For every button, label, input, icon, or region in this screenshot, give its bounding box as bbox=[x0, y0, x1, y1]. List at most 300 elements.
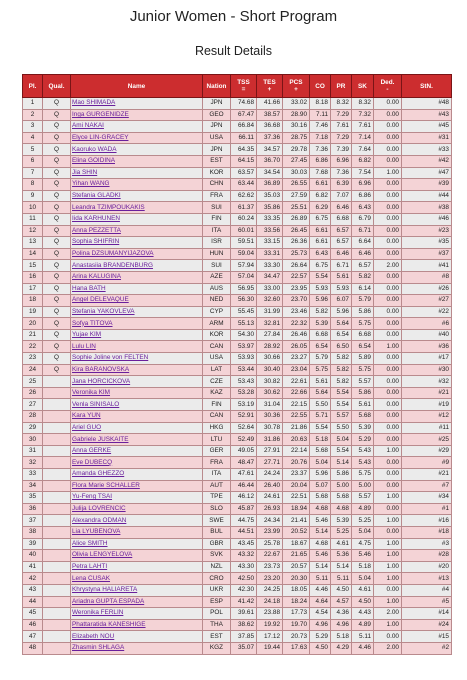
cell-pr: 7.29 bbox=[331, 109, 352, 121]
cell-stn: #46 bbox=[402, 213, 452, 225]
cell-nation: SUI bbox=[203, 260, 231, 272]
cell-nation: KOR bbox=[203, 167, 231, 179]
table-row bbox=[23, 179, 452, 191]
cell-pr: 5.14 bbox=[331, 457, 352, 469]
cell-tss: 63.44 bbox=[231, 179, 257, 191]
cell-pl: 2 bbox=[23, 109, 43, 121]
cell-co: 5.93 bbox=[310, 283, 331, 295]
cell-nation: LTU bbox=[203, 434, 231, 446]
skater-name-link[interactable]: Stefania YAKOVLEVA bbox=[71, 306, 203, 318]
cell-nation: JPN bbox=[203, 121, 231, 133]
skater-name-link[interactable]: Jia SHIN bbox=[71, 167, 203, 179]
skater-name-link[interactable]: Stefania GLADKI bbox=[71, 190, 203, 202]
cell-tes: 36.89 bbox=[257, 179, 283, 191]
skater-name-link[interactable]: Olivia LENGYELOVA bbox=[71, 550, 203, 562]
skater-name-link[interactable]: Lulu LIN bbox=[71, 341, 203, 353]
cell-tss: 53.97 bbox=[231, 341, 257, 353]
cell-pl: 6 bbox=[23, 155, 43, 167]
cell-ded: 0.00 bbox=[374, 225, 402, 237]
cell-stn: #15 bbox=[402, 631, 452, 643]
cell-tss: 56.95 bbox=[231, 283, 257, 295]
cell-qual: Q bbox=[43, 237, 71, 249]
skater-name-link[interactable]: Ariel GUO bbox=[71, 422, 203, 434]
skater-name-link[interactable]: Yujae KIM bbox=[71, 329, 203, 341]
cell-nation: FIN bbox=[203, 399, 231, 411]
cell-pcs: 23.46 bbox=[283, 306, 310, 318]
cell-pr: 6.71 bbox=[331, 260, 352, 272]
cell-nation: CHN bbox=[203, 179, 231, 191]
cell-nation: KOR bbox=[203, 329, 231, 341]
skater-name-link[interactable]: Mao SHIMADA bbox=[71, 98, 203, 110]
table-row bbox=[23, 561, 452, 573]
cell-pcs: 26.64 bbox=[283, 260, 310, 272]
cell-pr: 6.39 bbox=[331, 179, 352, 191]
cell-sk: 4.89 bbox=[352, 503, 374, 515]
cell-sk: 5.79 bbox=[352, 295, 374, 307]
cell-ded: 0.00 bbox=[374, 469, 402, 481]
cell-qual: Q bbox=[43, 190, 71, 202]
cell-co: 4.46 bbox=[310, 584, 331, 596]
skater-name-link[interactable]: Lia LYUBENOVA bbox=[71, 526, 203, 538]
table-row bbox=[23, 109, 452, 121]
cell-pr: 5.86 bbox=[331, 469, 352, 481]
cell-pr: 6.57 bbox=[331, 237, 352, 249]
skater-name-link[interactable]: Anastasiia BRANDENBURG bbox=[71, 260, 203, 272]
cell-pcs: 28.90 bbox=[283, 109, 310, 121]
table-row bbox=[23, 631, 452, 643]
cell-tss: 54.30 bbox=[231, 329, 257, 341]
cell-sk: 6.43 bbox=[352, 202, 374, 214]
cell-pcs: 18.67 bbox=[283, 538, 310, 550]
cell-sk: 5.61 bbox=[352, 399, 374, 411]
cell-qual: Q bbox=[43, 260, 71, 272]
cell-tes: 32.81 bbox=[257, 318, 283, 330]
cell-qual bbox=[43, 387, 71, 399]
cell-pcs: 20.76 bbox=[283, 457, 310, 469]
cell-tes: 35.03 bbox=[257, 190, 283, 202]
cell-co: 4.96 bbox=[310, 619, 331, 631]
table-row bbox=[23, 469, 452, 481]
skater-name-link[interactable]: Alexandra ODMAN bbox=[71, 515, 203, 527]
cell-tes: 30.62 bbox=[257, 387, 283, 399]
cell-qual: Q bbox=[43, 144, 71, 156]
cell-qual: Q bbox=[43, 202, 71, 214]
cell-pr: 4.36 bbox=[331, 608, 352, 620]
cell-stn: #22 bbox=[402, 306, 452, 318]
cell-stn: #5 bbox=[402, 596, 452, 608]
cell-nation: ITA bbox=[203, 225, 231, 237]
cell-sk: 5.04 bbox=[352, 573, 374, 585]
cell-pr: 7.61 bbox=[331, 121, 352, 133]
cell-co: 5.71 bbox=[310, 411, 331, 423]
cell-ded: 0.00 bbox=[374, 132, 402, 144]
cell-tss: 46.44 bbox=[231, 480, 257, 492]
cell-pl: 29 bbox=[23, 422, 43, 434]
cell-pcs: 20.57 bbox=[283, 561, 310, 573]
cell-sk: 5.43 bbox=[352, 445, 374, 457]
cell-stn: #4 bbox=[402, 584, 452, 596]
cell-stn: #23 bbox=[402, 225, 452, 237]
cell-co: 5.54 bbox=[310, 422, 331, 434]
cell-pr: 5.00 bbox=[331, 480, 352, 492]
cell-ded: 0.00 bbox=[374, 457, 402, 469]
cell-pl: 4 bbox=[23, 132, 43, 144]
skater-name-link[interactable]: Ami NAKAI bbox=[71, 121, 203, 133]
cell-pl: 3 bbox=[23, 121, 43, 133]
cell-sk: 4.46 bbox=[352, 642, 374, 654]
cell-stn: #40 bbox=[402, 329, 452, 341]
cell-stn: #43 bbox=[402, 109, 452, 121]
cell-sk: 5.75 bbox=[352, 318, 374, 330]
cell-tes: 31.86 bbox=[257, 434, 283, 446]
cell-pl: 33 bbox=[23, 469, 43, 481]
results-table bbox=[22, 74, 452, 655]
cell-co: 4.50 bbox=[310, 642, 331, 654]
cell-pl: 5 bbox=[23, 144, 43, 156]
cell-qual: Q bbox=[43, 248, 71, 260]
skater-name-link[interactable]: Veronika KIM bbox=[71, 387, 203, 399]
cell-stn: #38 bbox=[402, 202, 452, 214]
cell-sk: 6.82 bbox=[352, 155, 374, 167]
skater-name-link[interactable]: Sofya TITOVA bbox=[71, 318, 203, 330]
cell-nation: BUL bbox=[203, 526, 231, 538]
cell-nation: TPE bbox=[203, 492, 231, 504]
cell-pr: 4.96 bbox=[331, 619, 352, 631]
cell-tes: 30.78 bbox=[257, 422, 283, 434]
cell-ded: 0.00 bbox=[374, 526, 402, 538]
skater-name-link[interactable]: Leandra TZIMPOUKAKIS bbox=[71, 202, 203, 214]
cell-tss: 42.30 bbox=[231, 584, 257, 596]
skater-name-link[interactable]: Anna PEZZETTA bbox=[71, 225, 203, 237]
skater-name-link[interactable]: Phattaratida KANESHIGE bbox=[71, 619, 203, 631]
cell-pcs: 27.45 bbox=[283, 155, 310, 167]
cell-qual bbox=[43, 561, 71, 573]
cell-co: 6.75 bbox=[310, 260, 331, 272]
cell-stn: #33 bbox=[402, 144, 452, 156]
cell-pr: 5.54 bbox=[331, 399, 352, 411]
skater-name-link[interactable]: Elizabeth NOU bbox=[71, 631, 203, 643]
cell-qual: Q bbox=[43, 295, 71, 307]
cell-sk: 5.11 bbox=[352, 631, 374, 643]
skater-name-link[interactable]: Gabriele JUSKAITE bbox=[71, 434, 203, 446]
skater-name-link[interactable]: Sophia SHIFRIN bbox=[71, 237, 203, 249]
cell-tss: 43.32 bbox=[231, 550, 257, 562]
skater-name-link[interactable]: Lena CUSAK bbox=[71, 573, 203, 585]
cell-tss: 57.04 bbox=[231, 271, 257, 283]
skater-name-link[interactable]: Arina KALUGINA bbox=[71, 271, 203, 283]
cell-nation: ISR bbox=[203, 237, 231, 249]
cell-tss: 43.45 bbox=[231, 538, 257, 550]
cell-qual bbox=[43, 399, 71, 411]
cell-pcs: 18.24 bbox=[283, 596, 310, 608]
cell-co: 6.43 bbox=[310, 248, 331, 260]
cell-sk: 5.68 bbox=[352, 411, 374, 423]
cell-sk: 5.86 bbox=[352, 306, 374, 318]
cell-pl: 27 bbox=[23, 399, 43, 411]
cell-pr: 7.07 bbox=[331, 190, 352, 202]
cell-tes: 38.57 bbox=[257, 109, 283, 121]
skater-name-link[interactable]: Kara YUN bbox=[71, 411, 203, 423]
table-row bbox=[23, 445, 452, 457]
cell-co: 6.61 bbox=[310, 179, 331, 191]
cell-pcs: 23.04 bbox=[283, 364, 310, 376]
cell-ded: 0.00 bbox=[374, 318, 402, 330]
cell-ded: 1.00 bbox=[374, 515, 402, 527]
cell-sk: 5.04 bbox=[352, 526, 374, 538]
cell-nation: SVK bbox=[203, 550, 231, 562]
cell-sk: 5.00 bbox=[352, 480, 374, 492]
cell-tss: 74.68 bbox=[231, 98, 257, 110]
cell-co: 7.68 bbox=[310, 167, 331, 179]
cell-sk: 6.57 bbox=[352, 260, 374, 272]
cell-nation: AUT bbox=[203, 480, 231, 492]
cell-pcs: 26.05 bbox=[283, 341, 310, 353]
cell-pcs: 20.73 bbox=[283, 631, 310, 643]
cell-pl: 48 bbox=[23, 642, 43, 654]
header-ded-op: - bbox=[386, 86, 389, 93]
cell-nation: USA bbox=[203, 132, 231, 144]
cell-tss: 53.43 bbox=[231, 376, 257, 388]
cell-stn: #37 bbox=[402, 248, 452, 260]
cell-co: 5.07 bbox=[310, 480, 331, 492]
skater-name-link[interactable]: Alice SMITH bbox=[71, 538, 203, 550]
cell-sk: 6.71 bbox=[352, 225, 374, 237]
cell-co: 5.96 bbox=[310, 469, 331, 481]
cell-sk: 5.39 bbox=[352, 422, 374, 434]
cell-pr: 6.68 bbox=[331, 213, 352, 225]
cell-tss: 56.30 bbox=[231, 295, 257, 307]
skater-name-link[interactable]: Kaoruko WADA bbox=[71, 144, 203, 156]
skater-name-link[interactable]: Inga GURGENIDZE bbox=[71, 109, 203, 121]
cell-pl: 30 bbox=[23, 434, 43, 446]
skater-name-link[interactable]: Weronika FERLIN bbox=[71, 608, 203, 620]
cell-qual bbox=[43, 376, 71, 388]
cell-co: 7.46 bbox=[310, 121, 331, 133]
skater-name-link[interactable]: Julija LOVRENCIC bbox=[71, 503, 203, 515]
skater-name-link[interactable]: Iida KARHUNEN bbox=[71, 213, 203, 225]
cell-nation: UKR bbox=[203, 584, 231, 596]
cell-stn: #28 bbox=[402, 550, 452, 562]
cell-pcs: 25.73 bbox=[283, 248, 310, 260]
cell-pcs: 20.63 bbox=[283, 434, 310, 446]
cell-sk: 5.43 bbox=[352, 457, 374, 469]
skater-name-link[interactable]: Zhasmin SHLAGA bbox=[71, 642, 203, 654]
cell-tss: 45.87 bbox=[231, 503, 257, 515]
cell-sk: 6.14 bbox=[352, 283, 374, 295]
cell-tes: 31.04 bbox=[257, 399, 283, 411]
cell-tes: 30.66 bbox=[257, 353, 283, 365]
cell-tss: 60.24 bbox=[231, 213, 257, 225]
cell-stn: #3 bbox=[402, 538, 452, 550]
cell-pr: 6.07 bbox=[331, 295, 352, 307]
cell-ded: 0.00 bbox=[374, 109, 402, 121]
cell-co: 6.61 bbox=[310, 237, 331, 249]
cell-pcs: 22.66 bbox=[283, 387, 310, 399]
cell-tss: 42.50 bbox=[231, 573, 257, 585]
table-row bbox=[23, 515, 452, 527]
cell-sk: 6.68 bbox=[352, 329, 374, 341]
cell-pr: 5.82 bbox=[331, 364, 352, 376]
cell-tss: 49.05 bbox=[231, 445, 257, 457]
table-row bbox=[23, 213, 452, 225]
cell-pl: 17 bbox=[23, 283, 43, 295]
cell-pr: 8.32 bbox=[331, 98, 352, 110]
skater-name-link[interactable]: Eve DUBECQ bbox=[71, 457, 203, 469]
table-row bbox=[23, 202, 452, 214]
cell-pr: 5.14 bbox=[331, 561, 352, 573]
table-row bbox=[23, 318, 452, 330]
cell-nation: FRA bbox=[203, 457, 231, 469]
cell-qual bbox=[43, 457, 71, 469]
cell-pr: 5.54 bbox=[331, 445, 352, 457]
cell-sk: 5.18 bbox=[352, 561, 374, 573]
cell-tes: 27.91 bbox=[257, 445, 283, 457]
cell-nation: NZL bbox=[203, 561, 231, 573]
skater-name-link[interactable]: Jana HORCICKOVA bbox=[71, 376, 203, 388]
cell-nation: USA bbox=[203, 353, 231, 365]
skater-name-link[interactable]: Elina GOIDINA bbox=[71, 155, 203, 167]
cell-co: 5.68 bbox=[310, 492, 331, 504]
skater-name-link[interactable]: Kira BARANOVSKA bbox=[71, 364, 203, 376]
cell-ded: 2.00 bbox=[374, 260, 402, 272]
cell-stn: #18 bbox=[402, 526, 452, 538]
cell-stn: #17 bbox=[402, 353, 452, 365]
cell-ded: 0.00 bbox=[374, 271, 402, 283]
cell-pl: 47 bbox=[23, 631, 43, 643]
cell-sk: 5.46 bbox=[352, 550, 374, 562]
cell-co: 5.64 bbox=[310, 387, 331, 399]
cell-stn: #42 bbox=[402, 155, 452, 167]
cell-tss: 44.75 bbox=[231, 515, 257, 527]
cell-stn: #11 bbox=[402, 422, 452, 434]
cell-tss: 53.28 bbox=[231, 387, 257, 399]
cell-stn: #48 bbox=[402, 98, 452, 110]
cell-tss: 39.61 bbox=[231, 608, 257, 620]
table-row bbox=[23, 376, 452, 388]
header-qual: Qual. bbox=[43, 75, 71, 98]
cell-pcs: 33.02 bbox=[283, 98, 310, 110]
cell-pl: 14 bbox=[23, 248, 43, 260]
header-pl: Pl. bbox=[23, 75, 43, 98]
cell-stn: #6 bbox=[402, 318, 452, 330]
cell-tes: 28.92 bbox=[257, 341, 283, 353]
skater-name-link[interactable]: Yihan WANG bbox=[71, 179, 203, 191]
cell-nation: EST bbox=[203, 631, 231, 643]
skater-name-link[interactable]: Sophie Joline von FELTEN bbox=[71, 353, 203, 365]
table-row bbox=[23, 538, 452, 550]
cell-co: 5.29 bbox=[310, 631, 331, 643]
cell-tes: 23.73 bbox=[257, 561, 283, 573]
cell-tes: 31.99 bbox=[257, 306, 283, 318]
cell-pcs: 29.78 bbox=[283, 144, 310, 156]
skater-name-link[interactable]: Ariadna GUPTA ESPADA bbox=[71, 596, 203, 608]
cell-pcs: 17.63 bbox=[283, 642, 310, 654]
cell-pl: 35 bbox=[23, 492, 43, 504]
page-title: Junior Women - Short Program bbox=[129, 8, 338, 25]
cell-nation: CAN bbox=[203, 411, 231, 423]
cell-pr: 5.64 bbox=[331, 318, 352, 330]
cell-pcs: 26.46 bbox=[283, 329, 310, 341]
cell-sk: 4.50 bbox=[352, 596, 374, 608]
skater-name-link[interactable]: Khrystyna HALIARETA bbox=[71, 584, 203, 596]
table-row bbox=[23, 364, 452, 376]
cell-stn: #45 bbox=[402, 121, 452, 133]
cell-tss: 52.49 bbox=[231, 434, 257, 446]
cell-ded: 1.00 bbox=[374, 596, 402, 608]
cell-qual: Q bbox=[43, 341, 71, 353]
cell-stn: #30 bbox=[402, 364, 452, 376]
skater-name-link[interactable]: Venla SINISALO bbox=[71, 399, 203, 411]
cell-pr: 7.29 bbox=[331, 132, 352, 144]
header-name: Name bbox=[71, 75, 203, 98]
cell-stn: #2 bbox=[402, 642, 452, 654]
header-stn: StN. bbox=[402, 75, 452, 98]
cell-ded: 0.00 bbox=[374, 364, 402, 376]
cell-stn: #16 bbox=[402, 515, 452, 527]
cell-ded: 1.00 bbox=[374, 445, 402, 457]
skater-name-link[interactable]: Flora Marie SCHALLER bbox=[71, 480, 203, 492]
cell-tss: 52.64 bbox=[231, 422, 257, 434]
skater-name-link[interactable]: Yu-Feng TSAI bbox=[71, 492, 203, 504]
cell-pr: 6.96 bbox=[331, 155, 352, 167]
cell-qual: Q bbox=[43, 132, 71, 144]
cell-tss: 53.19 bbox=[231, 399, 257, 411]
skater-name-link[interactable]: Angel DELEVAQUE bbox=[71, 295, 203, 307]
cell-co: 5.79 bbox=[310, 353, 331, 365]
table-row bbox=[23, 387, 452, 399]
cell-stn: #1 bbox=[402, 503, 452, 515]
results-body bbox=[23, 98, 452, 655]
cell-tss: 43.30 bbox=[231, 561, 257, 573]
cell-stn: #21 bbox=[402, 387, 452, 399]
header-pcs bbox=[283, 75, 310, 98]
cell-qual: Q bbox=[43, 329, 71, 341]
cell-pcs: 20.30 bbox=[283, 573, 310, 585]
table-row bbox=[23, 260, 452, 272]
table-row bbox=[23, 550, 452, 562]
cell-stn: #20 bbox=[402, 561, 452, 573]
skater-name-link[interactable]: Hana BATH bbox=[71, 283, 203, 295]
cell-pcs: 17.73 bbox=[283, 608, 310, 620]
cell-pr: 5.82 bbox=[331, 376, 352, 388]
cell-co: 6.75 bbox=[310, 213, 331, 225]
cell-tes: 33.56 bbox=[257, 225, 283, 237]
cell-qual bbox=[43, 550, 71, 562]
cell-tes: 36.70 bbox=[257, 155, 283, 167]
skater-name-link[interactable]: Elyce LIN-GRACEY bbox=[71, 132, 203, 144]
cell-tes: 25.78 bbox=[257, 538, 283, 550]
cell-co: 7.36 bbox=[310, 144, 331, 156]
cell-nation: EST bbox=[203, 155, 231, 167]
skater-name-link[interactable]: Anna GERKE bbox=[71, 445, 203, 457]
cell-tes: 32.60 bbox=[257, 295, 283, 307]
cell-nation: NED bbox=[203, 295, 231, 307]
cell-co: 5.11 bbox=[310, 573, 331, 585]
skater-name-link[interactable]: Polina DZSUMANYIJAZOVA bbox=[71, 248, 203, 260]
table-row bbox=[23, 492, 452, 504]
cell-nation: LAT bbox=[203, 364, 231, 376]
cell-qual bbox=[43, 422, 71, 434]
cell-qual bbox=[43, 411, 71, 423]
skater-name-link[interactable]: Amanda GHEZZO bbox=[71, 469, 203, 481]
cell-pcs: 22.57 bbox=[283, 271, 310, 283]
skater-name-link[interactable]: Petra LAHTI bbox=[71, 561, 203, 573]
cell-pr: 4.61 bbox=[331, 538, 352, 550]
cell-ded: 0.00 bbox=[374, 237, 402, 249]
cell-co: 5.46 bbox=[310, 550, 331, 562]
cell-co: 5.04 bbox=[310, 457, 331, 469]
cell-tes: 26.93 bbox=[257, 503, 283, 515]
